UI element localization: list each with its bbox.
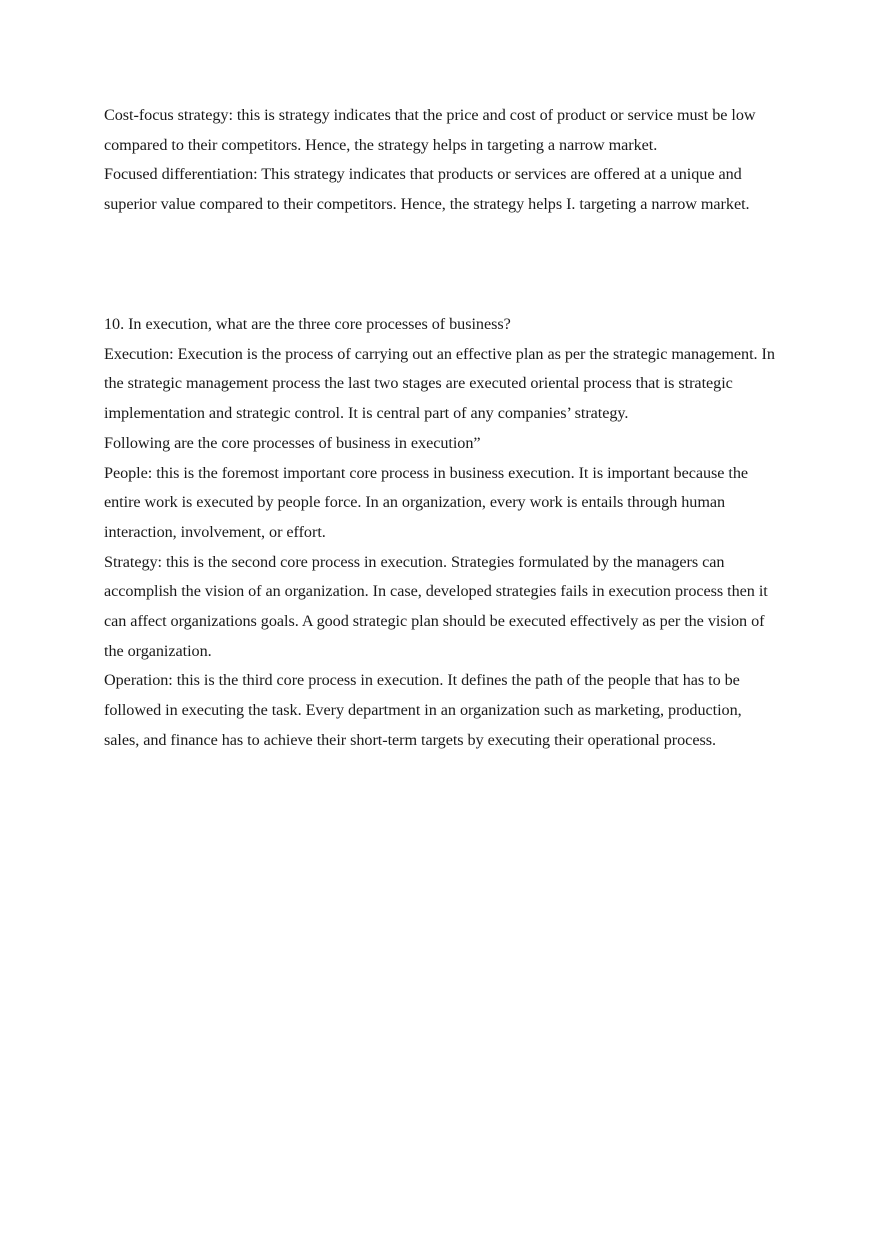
section-core-processes — [104, 310, 780, 756]
question-heading: 10. In execution, what are the three core processes of business? — [104, 315, 511, 333]
paragraph-cost-focus: Cost-focus strategy: this is strategy indicates that the price and cost of product or service must be low compared to their competitors. Hence, the strategy helps in targeting a narrow market. — [104, 106, 756, 154]
paragraph-people: People: this is the foremost important core process in business execution. It is important because the entire work is executed by people force. In an organization, every work is entails through human interaction, involvement, or effort. — [104, 463, 749, 541]
paragraph-operation: Operation: this is the third core process in execution. It defines the path of the people that has to be followed in executing the task. Every department in an organization such as marketing, production, sales, and finance has to achieve their short-term targets by executing their operational process. — [104, 671, 742, 749]
paragraph-strategy: Strategy: this is the second core process in execution. Strategies formulated by the managers can accomplish the vision of an organization. In case, developed strategies fails in execution process then it can affect organizations goals. A good strategic plan should be executed effectively as per the vision of the organization. — [104, 552, 768, 660]
section-competitive-strategies — [104, 101, 780, 220]
paragraph-focused-differentiation: Focused differentiation: This strategy indicates that products or services are offered at a unique and superior value compared to their competitors. Hence, the strategy helps I. targeting a narrow market. — [104, 165, 750, 214]
paragraph-following: Following are the core processes of business in execution” — [104, 433, 481, 452]
paragraph-execution: Execution: Execution is the process of carrying out an effective plan as per the strategic management. In the strategic management process the last two stages are executed oriental process that is strategic implementation and strategic control. It is central part of any companies’ strategy. — [104, 344, 775, 423]
